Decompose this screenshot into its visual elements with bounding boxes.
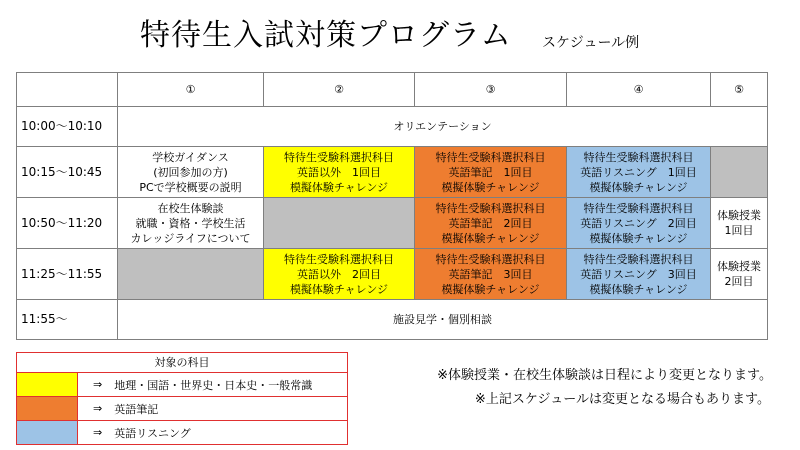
column-header-5: ⑤ bbox=[711, 73, 768, 107]
note-1: ※体験授業・在校生体験談は日程により変更となります。 bbox=[437, 368, 772, 383]
schedule-body bbox=[17, 73, 768, 340]
activity-line: 特待生受験科選択科目 bbox=[284, 150, 394, 164]
schedule-row bbox=[17, 198, 768, 249]
note-2: ※上記スケジュールは変更となる場合もあります。 bbox=[474, 392, 770, 407]
activity-line: 特待生受験科選択科目 bbox=[583, 201, 694, 215]
activity-line: 学校ガイダンス bbox=[152, 150, 229, 164]
activity-line: 体験授業 bbox=[717, 209, 761, 222]
activity-line: 英語以外 1回目 bbox=[297, 165, 381, 179]
activity-line: 模擬体験チャレンジ bbox=[589, 231, 688, 245]
legend-label: 地理・国語・世界史・日本史・一般常識 bbox=[114, 378, 313, 392]
legend-text bbox=[93, 421, 191, 444]
legend bbox=[16, 352, 348, 445]
legend-swatch bbox=[17, 397, 78, 420]
legend-item bbox=[17, 373, 347, 397]
activity-line: 模擬体験チャレンジ bbox=[289, 282, 389, 296]
activity-line: 特待生受験科選択科目 bbox=[435, 201, 546, 215]
activity-line: 英語リスニング 3回目 bbox=[580, 267, 697, 281]
schedule-row bbox=[17, 107, 768, 147]
activity-cell bbox=[415, 147, 567, 198]
span-activity-cell: 施設見学・個別相談 bbox=[118, 300, 768, 340]
schedule-row bbox=[17, 147, 768, 198]
activity-cell bbox=[567, 249, 711, 300]
legend-swatch bbox=[17, 421, 78, 444]
time-cell: 11:55～ bbox=[17, 300, 118, 340]
activity-cell bbox=[264, 249, 415, 300]
header-corner-cell bbox=[17, 73, 118, 107]
activity-line: 模擬体験チャレンジ bbox=[441, 282, 540, 296]
title-area bbox=[0, 8, 800, 62]
activity-line: 特待生受験科選択科目 bbox=[583, 150, 694, 164]
legend-swatch bbox=[17, 373, 78, 396]
page-title: 特待生入試対策プログラム bbox=[140, 18, 512, 53]
time-cell: 10:00～10:10 bbox=[17, 107, 118, 147]
legend-item bbox=[17, 397, 347, 421]
activity-line: (初回参加の方) bbox=[153, 165, 228, 179]
activity-line: 模擬体験チャレンジ bbox=[441, 180, 540, 194]
arrow-icon: ⇒ bbox=[93, 426, 103, 439]
activity-line: 1回目 bbox=[724, 224, 754, 237]
notes bbox=[437, 364, 772, 412]
activity-line: 英語以外 2回目 bbox=[297, 267, 381, 281]
column-header-1: ① bbox=[118, 73, 264, 107]
activity-line: 英語リスニング 2回目 bbox=[580, 216, 697, 230]
activity-cell bbox=[711, 249, 768, 300]
activity-cell bbox=[567, 147, 711, 198]
activity-cell bbox=[415, 249, 567, 300]
time-cell: 10:15～10:45 bbox=[17, 147, 118, 198]
schedule-row bbox=[17, 249, 768, 300]
activity-line: 在校生体験談 bbox=[157, 201, 224, 215]
time-cell: 11:25～11:55 bbox=[17, 249, 118, 300]
header-row bbox=[17, 73, 768, 107]
activity-line: 体験授業 bbox=[717, 260, 761, 273]
arrow-icon: ⇒ bbox=[93, 378, 103, 391]
legend-label: 英語リスニング bbox=[114, 426, 191, 440]
activity-line: 英語筆記 3回目 bbox=[448, 267, 533, 281]
legend-item bbox=[17, 421, 347, 444]
activity-cell bbox=[567, 198, 711, 249]
activity-line: 英語リスニング 1回目 bbox=[580, 165, 697, 179]
legend-text bbox=[93, 373, 312, 396]
activity-line: 模擬体験チャレンジ bbox=[589, 282, 688, 296]
activity-cell bbox=[118, 147, 264, 198]
time-cell: 10:50～11:20 bbox=[17, 198, 118, 249]
span-activity-cell: オリエンテーション bbox=[118, 107, 768, 147]
activity-cell bbox=[118, 249, 264, 300]
activity-line: 特待生受験科選択科目 bbox=[435, 252, 546, 266]
page-subtitle: スケジュール例 bbox=[542, 35, 640, 51]
legend-label: 英語筆記 bbox=[114, 402, 159, 416]
activity-cell bbox=[118, 198, 264, 249]
column-header-3: ③ bbox=[415, 73, 567, 107]
schedule-table bbox=[16, 72, 768, 340]
column-header-4: ④ bbox=[567, 73, 711, 107]
activity-line: 模擬体験チャレンジ bbox=[441, 231, 540, 245]
activity-line: 2回目 bbox=[724, 275, 754, 288]
activity-cell bbox=[264, 147, 415, 198]
legend-rows bbox=[17, 373, 347, 444]
activity-line: 特待生受験科選択科目 bbox=[583, 252, 694, 266]
activity-cell bbox=[264, 198, 415, 249]
schedule-row bbox=[17, 300, 768, 340]
column-header-2: ② bbox=[264, 73, 415, 107]
legend-title: 対象の科目 bbox=[17, 353, 347, 373]
legend-text bbox=[93, 397, 158, 420]
activity-cell bbox=[711, 198, 768, 249]
activity-line: PCで学校概要の説明 bbox=[139, 180, 242, 194]
activity-line: 模擬体験チャレンジ bbox=[589, 180, 688, 194]
activity-line: 特待生受験科選択科目 bbox=[284, 252, 394, 266]
activity-line: 就職・資格・学校生活 bbox=[135, 216, 246, 230]
activity-line: 特待生受験科選択科目 bbox=[435, 150, 546, 164]
arrow-icon: ⇒ bbox=[93, 402, 103, 415]
activity-line: 英語筆記 2回目 bbox=[448, 216, 533, 230]
activity-line: 模擬体験チャレンジ bbox=[289, 180, 389, 194]
activity-cell bbox=[711, 147, 768, 198]
activity-line: 英語筆記 1回目 bbox=[448, 165, 533, 179]
activity-line: カレッジライフについて bbox=[130, 231, 251, 245]
activity-cell bbox=[415, 198, 567, 249]
